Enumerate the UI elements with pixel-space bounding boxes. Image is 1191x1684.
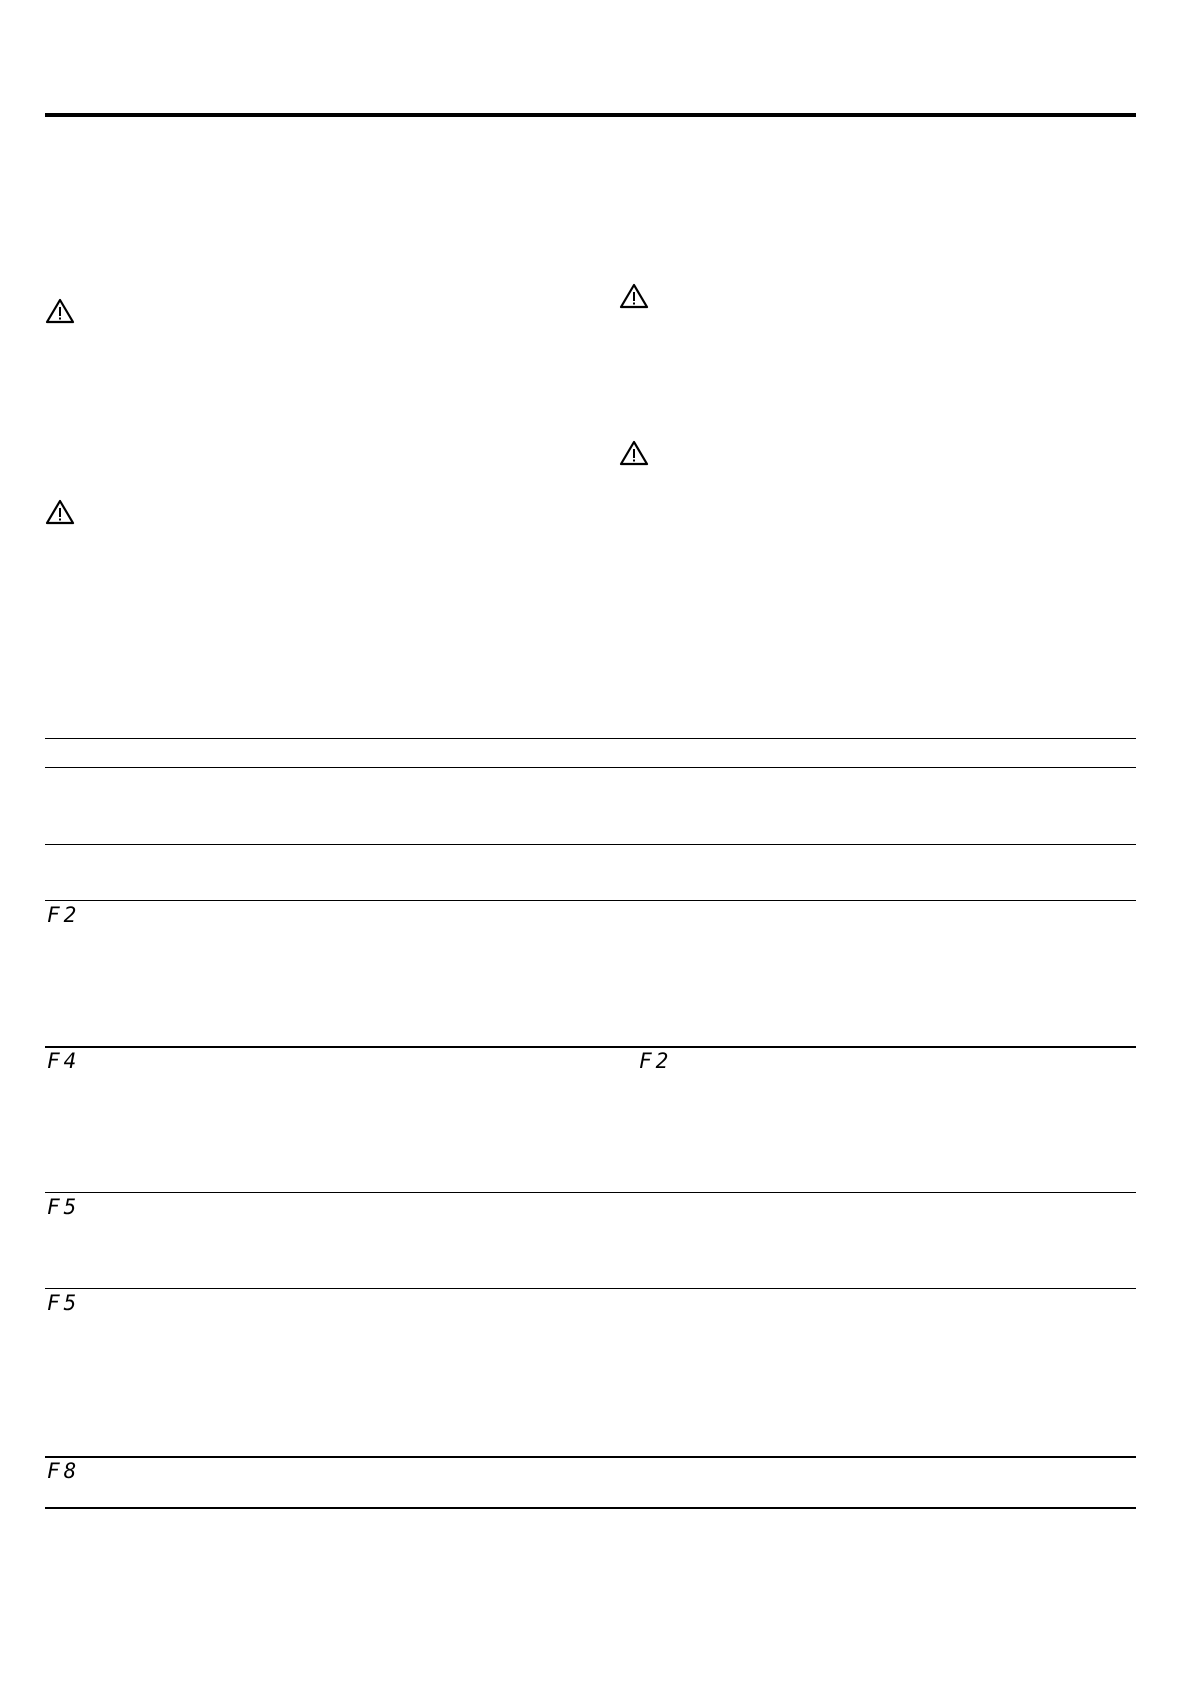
table-top-rule <box>45 738 1136 739</box>
error-code: F5 <box>47 1195 81 1219</box>
table-row-divider <box>45 900 1136 901</box>
error-code: F2 <box>47 903 81 927</box>
table-row-divider <box>45 1192 1136 1193</box>
table-row-divider <box>45 1288 1136 1289</box>
table-row-divider <box>45 1456 1136 1458</box>
warning-triangle-icon <box>619 283 649 309</box>
table-header-rule <box>45 767 1136 768</box>
table-bottom-rule <box>45 1507 1136 1509</box>
warning-triangle-icon <box>619 440 649 466</box>
error-code-reference: F2 <box>639 1049 673 1073</box>
warning-triangle-icon <box>45 298 75 324</box>
table-row-divider <box>45 844 1136 845</box>
error-code: F4 <box>47 1049 81 1073</box>
warning-triangle-icon <box>45 499 75 525</box>
error-code: F8 <box>47 1459 81 1483</box>
header-rule <box>45 113 1136 117</box>
error-code: F5 <box>47 1291 81 1315</box>
table-row-divider <box>45 1046 1136 1048</box>
